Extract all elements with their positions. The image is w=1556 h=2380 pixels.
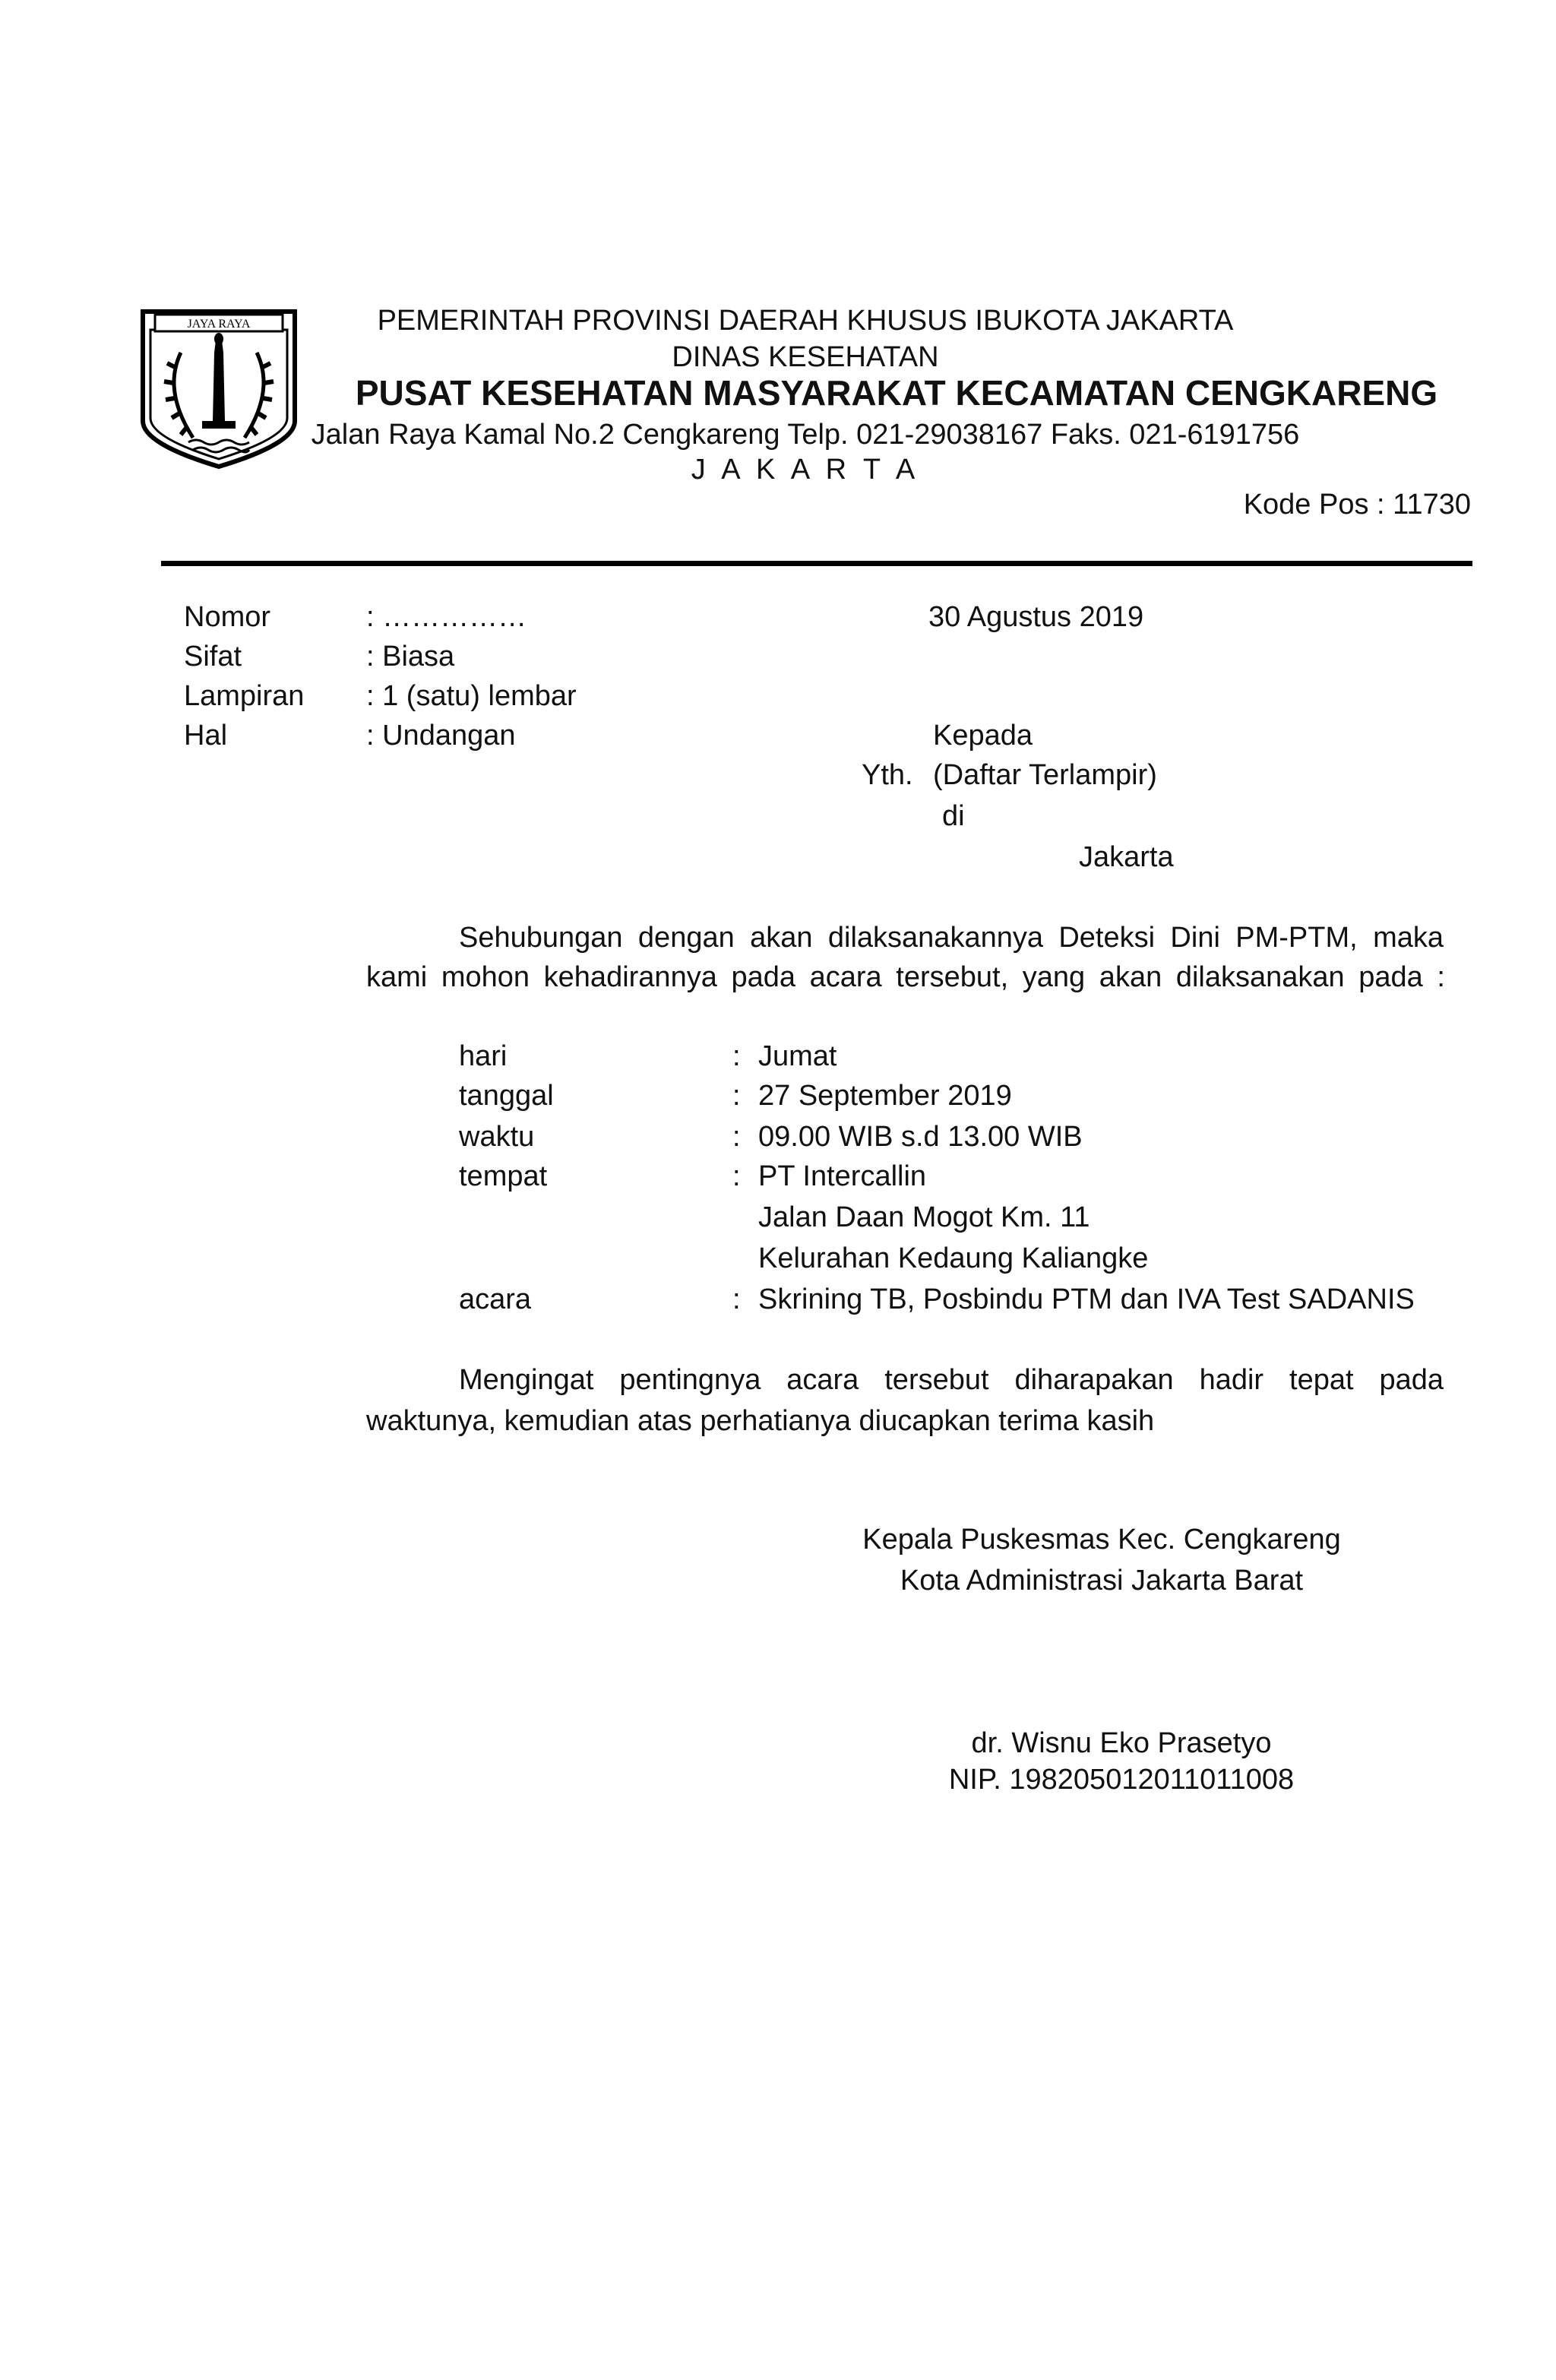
kota-tujuan: Jakarta	[1079, 841, 1174, 873]
nomor-value: : ……………	[366, 601, 527, 633]
pembuka-line-1: Sehubungan dengan akan dilaksanakannya Deteksi Dini PM-PTM, maka	[459, 922, 1444, 954]
hari-colon: :	[732, 1040, 741, 1072]
penutup-line-2: waktunya, kemudian atas perhatianya diucapkan terima kasih	[366, 1405, 1155, 1437]
hari-value: Jumat	[758, 1040, 837, 1072]
sifat-label: Sifat	[184, 641, 242, 673]
acara-label: acara	[459, 1283, 532, 1315]
hari-label: hari	[459, 1040, 508, 1072]
waktu-colon: :	[732, 1121, 741, 1153]
tempat-value-line-3: Kelurahan Kedaung Kaliangke	[758, 1242, 1149, 1274]
waktu-value: 09.00 WIB s.d 13.00 WIB	[758, 1121, 1083, 1153]
ttd-jabatan-2: Kota Administrasi Jakarta Barat	[900, 1565, 1304, 1597]
kop-pemerintah-provinsi: PEMERINTAH PROVINSI DAERAH KHUSUS IBUKOTA JAKARTA	[377, 305, 1234, 337]
kop-nama-puskesmas: PUSAT KESEHATAN MASYARAKAT KECAMATAN CENGKARENG	[355, 373, 1438, 413]
kepada-label: Kepada	[933, 720, 1033, 752]
di-label: di	[942, 800, 965, 832]
ttd-nip: NIP. 198205012011011008	[948, 1764, 1295, 1796]
tanggal-surat: 30 Agustus 2019	[928, 601, 1144, 633]
svg-text:JAYA RAYA: JAYA RAYA	[187, 318, 251, 331]
pembuka-line-2: kami mohon kehadirannya pada acara tersebut, yang akan dilaksanakan pada :	[366, 961, 1445, 993]
acara-value: Skrining TB, Posbindu PTM dan IVA Test SADANIS	[758, 1283, 1415, 1315]
tempat-value-line-1: PT Intercallin	[758, 1160, 927, 1192]
sifat-value: : Biasa	[366, 641, 455, 673]
kop-alamat: Jalan Raya Kamal No.2 Cengkareng Telp. 021-29038167 Faks. 021-6191756	[311, 419, 1300, 451]
kop-kota: J A K A R T A	[691, 454, 920, 486]
lampiran-label: Lampiran	[184, 680, 305, 712]
penutup-line-1: Mengingat pentingnya acara tersebut diharapakan hadir tepat pada	[459, 1364, 1444, 1396]
tanggal-value: 27 September 2019	[758, 1080, 1012, 1112]
ttd-nama: dr. Wisnu Eko Prasetyo	[971, 1727, 1272, 1759]
acara-colon: :	[732, 1283, 741, 1315]
tempat-label: tempat	[459, 1160, 548, 1192]
kop-dinas-kesehatan: DINAS KESEHATAN	[672, 341, 939, 373]
nomor-label: Nomor	[184, 601, 271, 633]
lampiran-value: : 1 (satu) lembar	[366, 680, 577, 712]
tanggal-colon: :	[732, 1080, 741, 1112]
hal-value: : Undangan	[366, 720, 516, 752]
waktu-label: waktu	[459, 1121, 535, 1153]
tanggal-label: tanggal	[459, 1080, 554, 1112]
penerima: (Daftar Terlampir)	[933, 759, 1157, 791]
tempat-value-line-2: Jalan Daan Mogot Km. 11	[758, 1201, 1090, 1233]
tempat-colon: :	[732, 1160, 741, 1192]
kop-kode-pos: Kode Pos : 11730	[1243, 489, 1471, 521]
yth-label: Yth.	[862, 759, 913, 791]
hal-label: Hal	[184, 720, 228, 752]
ttd-jabatan-1: Kepala Puskesmas Kec. Cengkareng	[862, 1524, 1341, 1556]
kop-divider-line	[161, 561, 1472, 566]
